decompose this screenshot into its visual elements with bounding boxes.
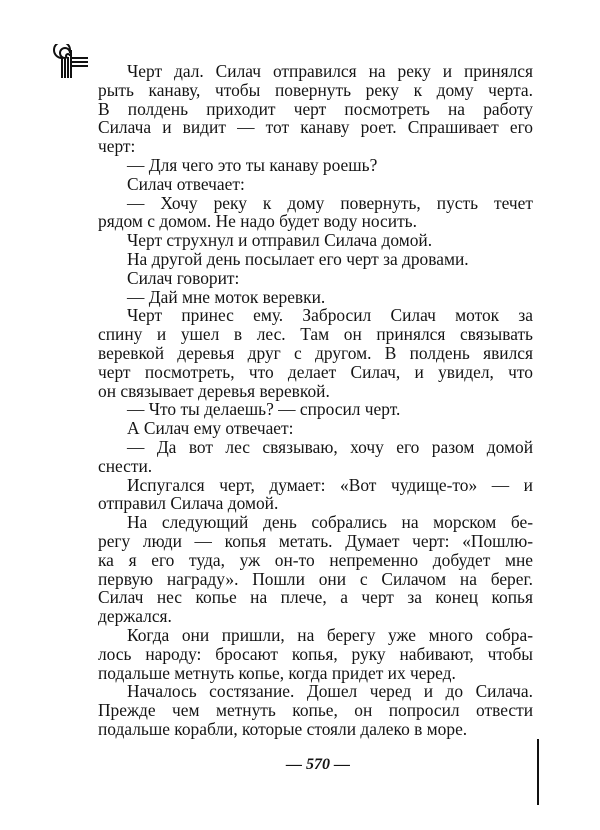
paragraph	[98, 175, 533, 194]
text-line: Испугался черт, думает: «Вот чудище-то» — и	[127, 474, 533, 495]
text-line: — Да вот лес связываю, хочу его разом домой	[127, 436, 533, 457]
ornament-icon	[52, 44, 92, 80]
margin-rule	[537, 739, 539, 805]
text-line: Силач нес копье на плече, а черт за конец копья	[98, 587, 533, 608]
text-line: держался.	[98, 606, 172, 627]
paragraph	[98, 231, 533, 250]
paragraph	[98, 62, 533, 156]
paragraph	[98, 250, 533, 269]
text-line: первую награду». Пошли они с Силачом на берег.	[98, 568, 533, 589]
page-number: — 570 —	[286, 756, 350, 773]
text-line: снести.	[98, 455, 153, 476]
paragraph	[98, 682, 533, 738]
text-line: На следующий день собрались на морском бе-	[127, 512, 533, 533]
text-line: спину и ушел в лес. Там он принялся связывать	[98, 324, 533, 345]
paragraph	[98, 476, 533, 514]
text-line: — Что ты делаешь? — спросил черт.	[127, 399, 401, 420]
paragraph	[98, 438, 533, 476]
text-line: На другой день посылает его черт за дровами.	[127, 248, 469, 269]
text-line: Черт струхнул и отправил Силача домой.	[127, 230, 433, 251]
paragraph	[98, 400, 533, 419]
paragraph	[98, 194, 533, 232]
text-line: Силач говорит:	[127, 267, 240, 288]
paragraph	[98, 288, 533, 307]
text-line: В полдень приходит черт посмотреть на работу	[98, 98, 533, 119]
body-text	[98, 62, 533, 739]
text-line: подальше метнуть копье, когда придет их черед.	[98, 662, 456, 683]
text-line: Черт принес ему. Забросил Силач моток за	[127, 305, 533, 326]
text-line: А Силач ему отвечает:	[127, 418, 294, 439]
paragraph	[98, 306, 533, 400]
paragraph	[98, 419, 533, 438]
text-line: Прежде чем метнуть копье, он попросил отвести	[98, 700, 533, 721]
text-line: регу люди — копья метать. Думает черт: «Пошлю-	[98, 530, 533, 551]
text-line: Началось состязание. Дошел черед и до Силача.	[127, 681, 533, 702]
text-line: — Хочу реку к дому повернуть, пусть течет	[127, 192, 533, 213]
text-line: — Для чего это ты канаву роешь?	[127, 154, 378, 175]
paragraph	[98, 269, 533, 288]
text-line: ка я его туда, уж он-то непременно добудет мне	[98, 549, 533, 570]
text-line: черт посмотреть, что делает Силач, и увидел, что	[98, 361, 533, 382]
text-line: он связывает деревья веревкой.	[98, 380, 330, 401]
text-line: Черт дал. Силач отправился на реку и принялся	[127, 61, 533, 81]
text-line: лось народу: бросают копья, руку набивают, чтобы	[98, 643, 533, 664]
text-line: отправил Силача домой.	[98, 493, 279, 514]
paragraph	[98, 513, 533, 626]
text-line: рыть канаву, чтобы повернуть реку к дому черта.	[98, 79, 533, 100]
text-line: Когда они пришли, на берегу уже много собра-	[127, 624, 533, 645]
paragraph	[98, 156, 533, 175]
text-line: подальше корабли, которые стояли далеко в море.	[98, 718, 468, 739]
text-line: черт:	[98, 136, 136, 157]
text-line: рядом с домом. Не надо будет воду носить.	[98, 211, 417, 232]
text-line: веревкой деревья друг с другом. В полдень явился	[98, 342, 533, 363]
text-line: Силача и видит — тот канаву роет. Спрашивает его	[98, 117, 533, 138]
paragraph	[98, 626, 533, 682]
text-line: — Дай мне моток веревки.	[127, 286, 326, 307]
text-line: Силач отвечает:	[127, 173, 245, 194]
